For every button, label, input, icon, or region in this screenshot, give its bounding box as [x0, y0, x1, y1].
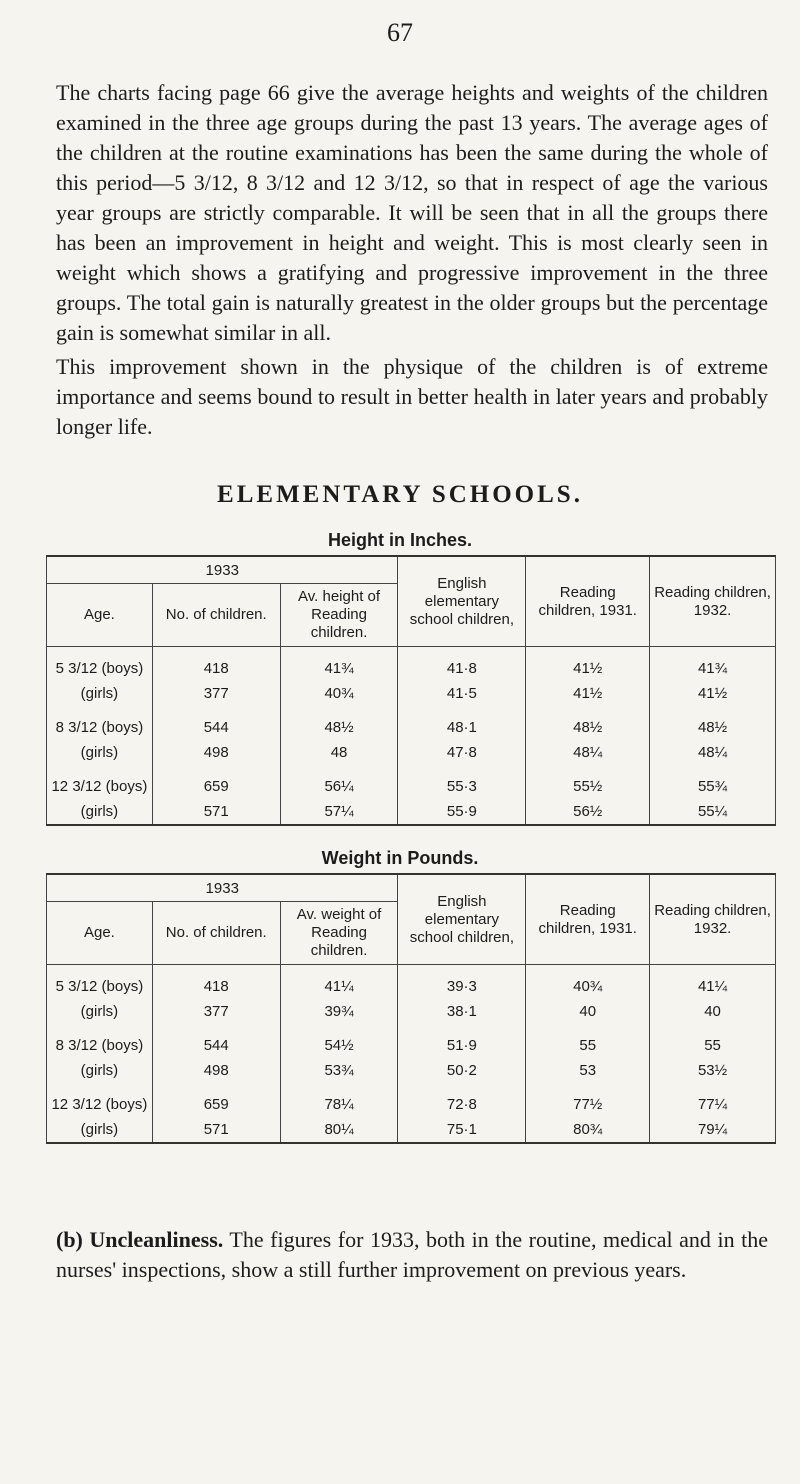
table-row	[47, 647, 776, 682]
average-1933-cell: 41¾	[280, 647, 398, 682]
table-row	[47, 740, 776, 765]
age-cell: (girls)	[47, 999, 153, 1024]
footnote-paragraph	[56, 1225, 768, 1285]
average-1933-cell: 54½	[280, 1024, 398, 1058]
reading-1932-cell: 48¼	[650, 740, 776, 765]
reading-1932-cell: 41¾	[650, 647, 776, 682]
reading-1932-cell: 41¼	[650, 965, 776, 1000]
reading-1931-cell: 40¾	[526, 965, 650, 1000]
average-1933-cell: 48	[280, 740, 398, 765]
average-1933-cell: 53¾	[280, 1058, 398, 1083]
age-cell: (girls)	[47, 1117, 153, 1143]
number-header: No. of children.	[152, 902, 280, 965]
reading-1932-cell: 79¼	[650, 1117, 776, 1143]
reading-1932-cell: 41½	[650, 681, 776, 706]
age-cell: (girls)	[47, 1058, 153, 1083]
page-number: 67	[387, 18, 413, 47]
reading-1931-cell: 53	[526, 1058, 650, 1083]
average-1933-cell: 41¼	[280, 965, 398, 1000]
number-cell: 544	[152, 706, 280, 740]
reading-1932-cell: 77¼	[650, 1083, 776, 1117]
english-header: English elementary school children,	[398, 556, 526, 647]
english-cell: 47·8	[398, 740, 526, 765]
age-cell: 12 3/12 (boys)	[47, 1083, 153, 1117]
reading-1931-cell: 48¼	[526, 740, 650, 765]
age-cell: 5 3/12 (boys)	[47, 647, 153, 682]
reading-1932-cell: 55¾	[650, 765, 776, 799]
table-row	[47, 1083, 776, 1117]
average-1933-cell: 57¼	[280, 799, 398, 825]
english-cell: 75·1	[398, 1117, 526, 1143]
average-1933-header: Av. height of Reading children.	[280, 584, 398, 647]
reading-1931-header: Reading children, 1931.	[526, 556, 650, 647]
age-header: Age.	[47, 584, 153, 647]
table-row	[47, 1024, 776, 1058]
number-cell: 659	[152, 765, 280, 799]
number-cell: 659	[152, 1083, 280, 1117]
age-cell: 5 3/12 (boys)	[47, 965, 153, 1000]
height-table	[46, 555, 776, 826]
english-cell: 55·3	[398, 765, 526, 799]
second-paragraph: This improvement shown in the physique of the children is of extreme importance and seems bound to result in better health in later years and probably longer life.	[56, 354, 768, 439]
height-table-title: Height in Inches.	[327, 530, 473, 550]
table-row	[47, 1058, 776, 1083]
english-cell: 41·5	[398, 681, 526, 706]
year-header: 1933	[47, 874, 398, 902]
number-cell: 498	[152, 740, 280, 765]
reading-1931-cell: 48½	[526, 706, 650, 740]
english-cell: 39·3	[398, 965, 526, 1000]
reading-1931-cell: 40	[526, 999, 650, 1024]
reading-1932-header: Reading children, 1932.	[650, 874, 776, 965]
reading-1931-cell: 77½	[526, 1083, 650, 1117]
average-1933-cell: 80¼	[280, 1117, 398, 1143]
average-1933-cell: 56¼	[280, 765, 398, 799]
table-row	[47, 706, 776, 740]
reading-1932-header: Reading children, 1932.	[650, 556, 776, 647]
number-cell: 377	[152, 681, 280, 706]
number-cell: 418	[152, 965, 280, 1000]
table-row	[47, 681, 776, 706]
intro-paragraph: The charts facing page 66 give the average heights and weights of the children examined in the three age groups during the past 13 years. The average ages of the children at the routine examinations has been the same during the whole of this period—5 3/12, 8 3/12 and 12 3/12, so that in respect of age the various year groups are strictly comparable. It will be seen that in all the groups there has been an improvement in height and weight. This is most clearly seen in weight which shows a gratifying and progressive improvement in the three groups. The total gain is naturally greatest in the older groups but the percentage gain is somewhat similar in all.	[56, 80, 768, 345]
english-cell: 50·2	[398, 1058, 526, 1083]
reading-1931-cell: 55	[526, 1024, 650, 1058]
number-header: No. of children.	[152, 584, 280, 647]
table-row	[47, 765, 776, 799]
average-1933-cell: 40¾	[280, 681, 398, 706]
age-cell: (girls)	[47, 681, 153, 706]
number-cell: 571	[152, 799, 280, 825]
reading-1932-cell: 55¼	[650, 799, 776, 825]
number-cell: 418	[152, 647, 280, 682]
table-row	[47, 999, 776, 1024]
reading-1931-cell: 56½	[526, 799, 650, 825]
age-header: Age.	[47, 902, 153, 965]
footnote-heading: (b) Uncleanliness.	[56, 1227, 224, 1252]
footnote-text: The figures for 1933, both in the routine, medical and in the nurses' inspections, show a still further improvement on previous years.	[56, 1227, 768, 1282]
english-cell: 55·9	[398, 799, 526, 825]
age-cell: 8 3/12 (boys)	[47, 706, 153, 740]
number-cell: 571	[152, 1117, 280, 1143]
reading-1932-cell: 53½	[650, 1058, 776, 1083]
reading-1931-cell: 80¾	[526, 1117, 650, 1143]
table-row	[47, 1117, 776, 1143]
table-row	[47, 965, 776, 1000]
age-cell: (girls)	[47, 740, 153, 765]
weight-table-title: Weight in Pounds.	[321, 848, 479, 868]
reading-1931-header: Reading children, 1931.	[526, 874, 650, 965]
reading-1931-cell: 41½	[526, 647, 650, 682]
weight-table	[46, 873, 776, 1144]
average-1933-cell: 78¼	[280, 1083, 398, 1117]
reading-1932-cell: 48½	[650, 706, 776, 740]
english-cell: 51·9	[398, 1024, 526, 1058]
table-row	[47, 799, 776, 825]
number-cell: 544	[152, 1024, 280, 1058]
number-cell: 377	[152, 999, 280, 1024]
reading-1932-cell: 40	[650, 999, 776, 1024]
age-cell: 12 3/12 (boys)	[47, 765, 153, 799]
age-cell: (girls)	[47, 799, 153, 825]
english-cell: 48·1	[398, 706, 526, 740]
age-cell: 8 3/12 (boys)	[47, 1024, 153, 1058]
english-cell: 41·8	[398, 647, 526, 682]
english-header: English elementary school children,	[398, 874, 526, 965]
number-cell: 498	[152, 1058, 280, 1083]
english-cell: 72·8	[398, 1083, 526, 1117]
section-title: ELEMENTARY SCHOOLS.	[217, 481, 583, 508]
reading-1931-cell: 41½	[526, 681, 650, 706]
english-cell: 38·1	[398, 999, 526, 1024]
average-1933-cell: 48½	[280, 706, 398, 740]
year-header: 1933	[47, 556, 398, 584]
average-1933-header: Av. weight of Reading children.	[280, 902, 398, 965]
average-1933-cell: 39¾	[280, 999, 398, 1024]
reading-1932-cell: 55	[650, 1024, 776, 1058]
reading-1931-cell: 55½	[526, 765, 650, 799]
